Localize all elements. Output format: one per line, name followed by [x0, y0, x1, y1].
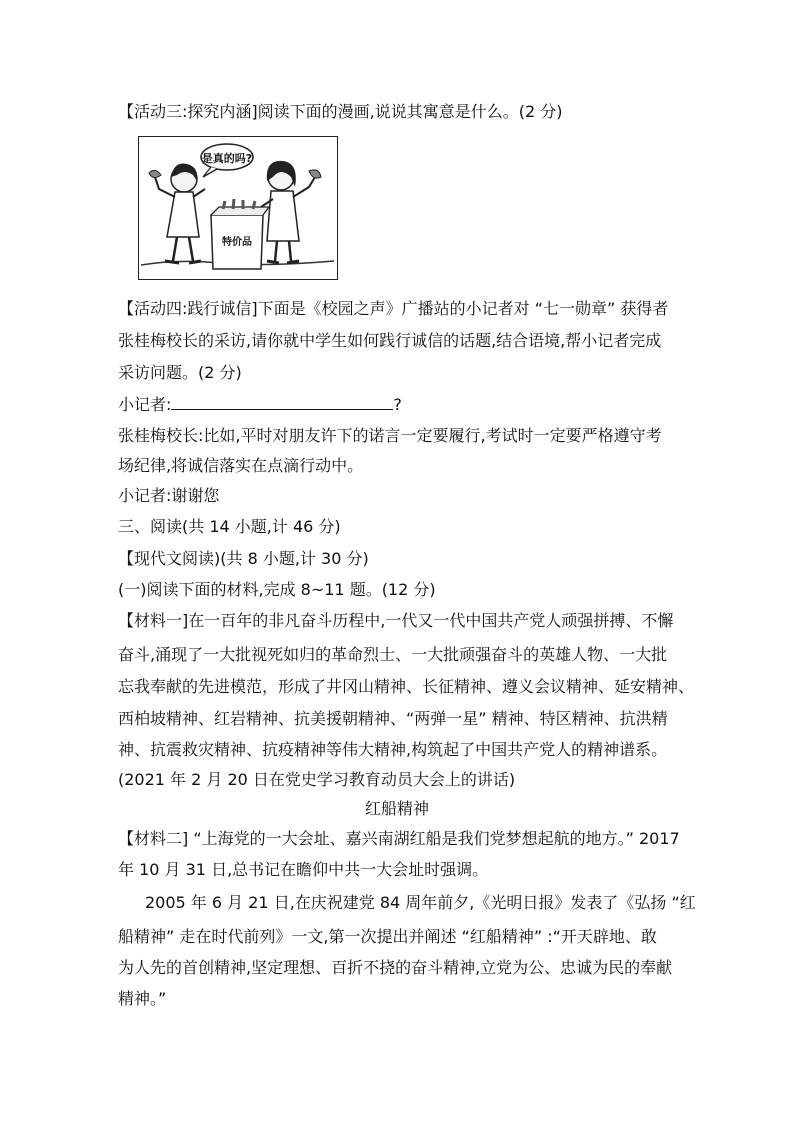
- reporter-label: 小记者:: [118, 395, 172, 414]
- answer-blank[interactable]: [171, 395, 393, 410]
- material1-line1: 【材料一]在一百年的非凡奋斗历程中,一代又一代中国共产党人顽强拼搏、不懈: [118, 611, 674, 630]
- reporter-thanks: 小记者:谢谢您: [118, 486, 220, 505]
- material1-line5: 神、抗震救灾精神、抗疫精神等伟大精神,构筑起了中国共产党人的精神谱系。: [118, 740, 668, 759]
- material2-line6: 精神。”: [118, 989, 167, 1008]
- material2-line2: 年 10 月 31 日,总书记在瞻仰中共一大会址时强调。: [118, 860, 489, 879]
- activity4-line1: 【活动四:践行诚信]下面是《校园之声》广播站的小记者对 “七一勋章” 获得者: [118, 299, 669, 318]
- section3-title: 三、阅读(共 14 小题,计 46 分): [118, 517, 341, 536]
- question-mark: ?: [393, 395, 402, 414]
- reporter-question-line: [118, 395, 678, 415]
- modern-reading-title: 【现代文阅读)(共 8 小题,计 30 分): [118, 549, 369, 568]
- cartoon-drawing: [139, 137, 336, 278]
- section-heading: 红船精神: [364, 799, 429, 818]
- box-label-text: 特价品: [222, 237, 252, 248]
- material2-line4: 船精神” 走在时代前列》一文,第一次提出并阐述 “红船精神” :“开天辟地、敢: [118, 927, 657, 946]
- cartoon-illustration: [138, 136, 338, 280]
- material2-line1: 【材料二] “上海党的一大会址、嘉兴南湖红船是我们党梦想起航的地方。” 2017: [118, 829, 680, 848]
- material2-line3: 2005 年 6 月 21 日,在庆祝建党 84 周年前夕,《光明日报》发表了《弘扬 “红: [145, 893, 696, 912]
- material1-line3: 忘我奉献的先进模范，形成了井冈山精神、长征精神、遵义会议精神、延安精神、: [118, 677, 695, 696]
- speech-bubble-text: 是真的吗?: [201, 152, 253, 165]
- activity4-line3: 采访问题。(2 分): [118, 363, 242, 382]
- activity3-prompt: 【活动三:探究内涵]阅读下面的漫画,说说其寓意是什么。(2 分): [118, 102, 563, 121]
- material1-source: (2021 年 2 月 20 日在党史学习教育动员大会上的讲话): [118, 770, 516, 789]
- material1-line4: 西柏坡精神、红岩精神、抗美援朝精神、“两弹一星” 精神、特区精神、抗洪精: [118, 709, 668, 728]
- material2-line5: 为人先的首创精神,坚定理想、百折不挠的奋斗精神,立党为公、忠诚为民的奉献: [118, 958, 673, 977]
- principal-line1: 张桂梅校长:比如,平时对朋友许下的诺言一定要履行,考试时一定要严格遵守考: [118, 426, 662, 445]
- part1-title: (一)阅读下面的材料,完成 8~11 题。(12 分): [118, 580, 436, 599]
- activity4-line2: 张桂梅校长的采访,请你就中学生如何践行诚信的话题,结合语境,帮小记者完成: [118, 331, 662, 350]
- material1-line2: 奋斗,涌现了一大批视死如归的革命烈士、一大批顽强奋斗的英雄人物、一大批: [118, 645, 668, 664]
- principal-line2: 场纪律,将诚信落实在点滴行动中。: [118, 456, 364, 475]
